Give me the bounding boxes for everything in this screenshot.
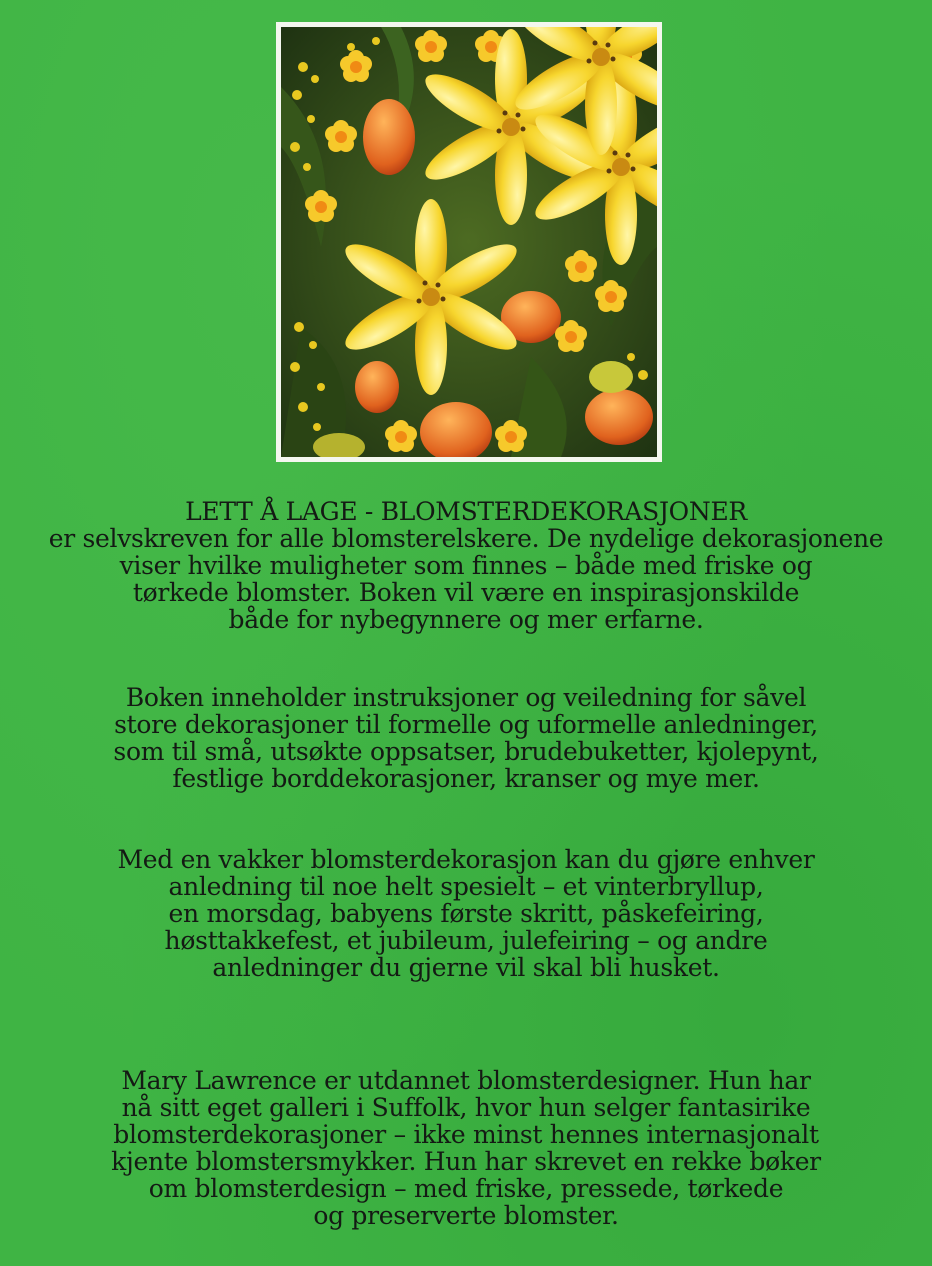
intro-line: er selvskreven for alle blomsterelskere. De nydelige dekorasjonene: [48, 524, 884, 553]
bio-line: blomsterdekorasjoner – ikke minst hennes internasjonalt: [113, 1120, 819, 1149]
bio-line: og preserverte blomster.: [313, 1201, 619, 1230]
description-intro: [20, 498, 912, 633]
contents-line: Boken inneholder instruksjoner og veiledning for såvel: [125, 683, 807, 712]
book-title: LETT Å LAGE - BLOMSTERDEKORASJONER: [185, 497, 747, 526]
occasions-line: anledning til noe helt spesielt – et vinterbryllup,: [168, 872, 764, 901]
occasions-line: høsttakkefest, et jubileum, julefeiring – og andre: [164, 926, 768, 955]
contents-line: store dekorasjoner til formelle og uformelle anledninger,: [114, 710, 818, 739]
occasions-line: anledninger du gjerne vil skal bli husket.: [212, 953, 720, 982]
bio-line: om blomsterdesign – med friske, pressede, tørkede: [148, 1174, 784, 1203]
intro-line: viser hvilke muligheter som finnes – både med friske og: [119, 551, 813, 580]
contents-line: som til små, utsøkte oppsatser, brudebuketter, kjolepynt,: [113, 737, 819, 766]
occasions-line: Med en vakker blomsterdekorasjon kan du gjøre enhver: [117, 845, 815, 874]
description-contents: [20, 684, 912, 792]
description-occasions: [20, 846, 912, 981]
occasions-line: en morsdag, babyens første skritt, påskefeiring,: [168, 899, 764, 928]
contents-line: festlige borddekorasjoner, kranser og mye mer.: [172, 764, 760, 793]
bouquet-photo: [276, 22, 662, 462]
bio-line: Mary Lawrence er utdannet blomsterdesigner. Hun har: [121, 1066, 811, 1095]
author-bio: [20, 1067, 912, 1229]
intro-line: både for nybegynnere og mer erfarne.: [228, 605, 704, 634]
bio-line: kjente blomstersmykker. Hun har skrevet en rekke bøker: [111, 1147, 821, 1176]
yellow-lily-bouquet-icon: [281, 27, 657, 457]
intro-line: tørkede blomster. Boken vil være en inspirasjonskilde: [132, 578, 800, 607]
bio-line: nå sitt eget galleri i Suffolk, hvor hun selger fantasirike: [121, 1093, 811, 1122]
